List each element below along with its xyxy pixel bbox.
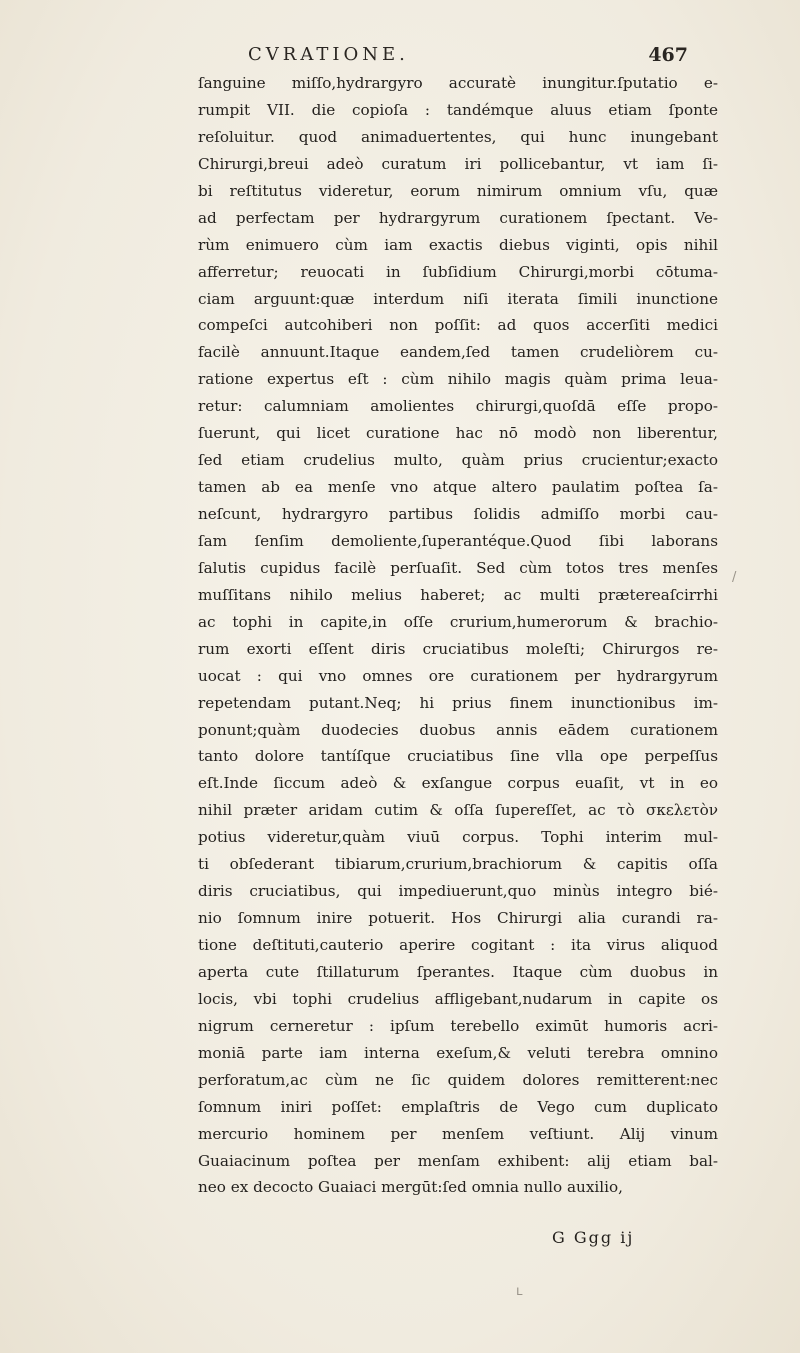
- margin-stroke: /: [732, 570, 737, 585]
- text-line: facilè annuunt.Itaque eandem,ſed tamen crudeliòrem cu-: [198, 343, 718, 362]
- text-line: Guaiacinum poſtea per menſam exhibent: alij etiam bal-: [198, 1151, 718, 1170]
- text-line: eſt.Inde ſiccum adeò & exſangue corpus euaſit, vt in eo: [198, 774, 718, 793]
- text-line: rumpit VII. die copioſa : tandémque aluus etiam ſponte: [198, 100, 718, 119]
- text-line: ad perfectam per hydrargyrum curationem ſpectant. Ve-: [198, 208, 718, 227]
- text-line: locis, vbi tophi crudelius affligebant,nudarum in capite os: [198, 989, 718, 1008]
- text-line: neo ex decocto Guaiaci mergūt:ſed omnia nullo auxilio,: [198, 1178, 623, 1197]
- margin-stroke: ʟ: [516, 1284, 523, 1299]
- text-line: bi reſtitutus videretur, eorum nimirum omnium vſu, quæ: [198, 181, 718, 200]
- text-line: tamen ab ea menſe vno atque altero paulatim poſtea ſa-: [198, 478, 718, 497]
- running-head: CVRATIONE.: [248, 44, 409, 65]
- text-line: rum exorti eſſent diris cruciatibus moleſti; Chirurgos re-: [198, 639, 718, 658]
- text-line: ſed etiam crudelius multo, quàm prius crucientur;exacto: [198, 451, 718, 470]
- text-line: neſcunt, hydrargyro partibus ſolidis admiſſo morbi cau-: [198, 505, 718, 523]
- text-line: compeſci autcohiberi non poſſit: ad quos accerſiti medici: [198, 316, 718, 335]
- text-line: ſomnum iniri poſſet: emplaſtris de Vego cum duplicato: [198, 1097, 718, 1116]
- text-line: nihil præter aridam cutim & oſſa ſupereſſet, ac τὸ σκελετὸν: [198, 801, 718, 820]
- text-line: aperta cute ſtillaturum ſperantes. Itaque cùm duobus in: [198, 962, 718, 981]
- text-line: tione deſtituti,cauterio aperire cogitant : ita virus aliquod: [198, 936, 718, 954]
- signature-mark: G Ggg ij: [552, 1228, 635, 1247]
- text-line: ſanguine miſſo,hydrargyro accuratè inungitur.ſputatio e-: [198, 74, 718, 92]
- text-line: nigrum cerneretur : ipſum terebello eximūt humoris acri-: [198, 1016, 718, 1035]
- text-line: afferretur; reuocati in ſubſidium Chirurgi,morbi cōtuma-: [198, 262, 718, 281]
- text-line: ciam arguunt:quæ interdum niſi iterata ſimili inunctione: [198, 289, 718, 308]
- text-line: reſoluitur. quod animaduertentes, qui hunc inungebant: [198, 127, 718, 146]
- text-line: perforatum,ac cùm ne ſic quidem dolores remitterent:nec: [198, 1070, 718, 1089]
- text-line: uocat : qui vno omnes ore curationem per hydrargyrum: [198, 666, 718, 685]
- text-line: tanto dolore tantíſque cruciatibus ſine vlla ope perpeſſus: [198, 747, 718, 766]
- text-line: Chirurgi,breui adeò curatum iri pollicebantur, vt iam ſi-: [198, 154, 718, 173]
- text-line: muſſitans nihilo melius haberet; ac multi prætereaſcirrhi: [198, 585, 718, 604]
- text-line: moniā parte iam interna exeſum,& veluti terebra omnino: [198, 1043, 718, 1062]
- text-line: ac tophi in capite,in oſſe crurium,humerorum & brachio-: [198, 612, 718, 631]
- text-line: ponunt;quàm duodecies duobus annis eādem curationem: [198, 720, 718, 739]
- text-line: nio ſomnum inire potuerit. Hos Chirurgi alia curandi ra-: [198, 909, 718, 928]
- text-line: ti obſederant tibiarum,crurium,brachiorum & capitis oſſa: [198, 855, 718, 874]
- text-line: repetendam putant.Neq; hi prius finem inunctionibus im-: [198, 693, 718, 712]
- text-line: potius videretur,quàm viuū corpus. Tophi interim mul-: [198, 828, 718, 847]
- text-line: retur: calumniam amolientes chirurgi,quoſdā eſſe propo-: [198, 397, 718, 416]
- text-line: ratione expertus eſt : cùm nihilo magis quàm prima leua-: [198, 370, 718, 389]
- page-number: 467: [648, 44, 688, 66]
- text-line: ſam ſenſim demoliente,ſuperantéque.Quod ſibi laborans: [198, 531, 718, 550]
- text-line: mercurio hominem per menſem veſtiunt. Alij vinum: [198, 1124, 718, 1143]
- body-text: [198, 70, 718, 1201]
- text-line: ſalutis cupidus facilè perſuaſit. Sed cùm totos tres menſes: [198, 558, 718, 577]
- text-line: diris cruciatibus, qui impediuerunt,quo minùs integro bié-: [198, 882, 718, 901]
- text-line: rùm enimuero cùm iam exactis diebus viginti, opis nihil: [198, 235, 718, 254]
- text-line: ſuerunt, qui licet curatione hac nō modò non liberentur,: [198, 424, 718, 443]
